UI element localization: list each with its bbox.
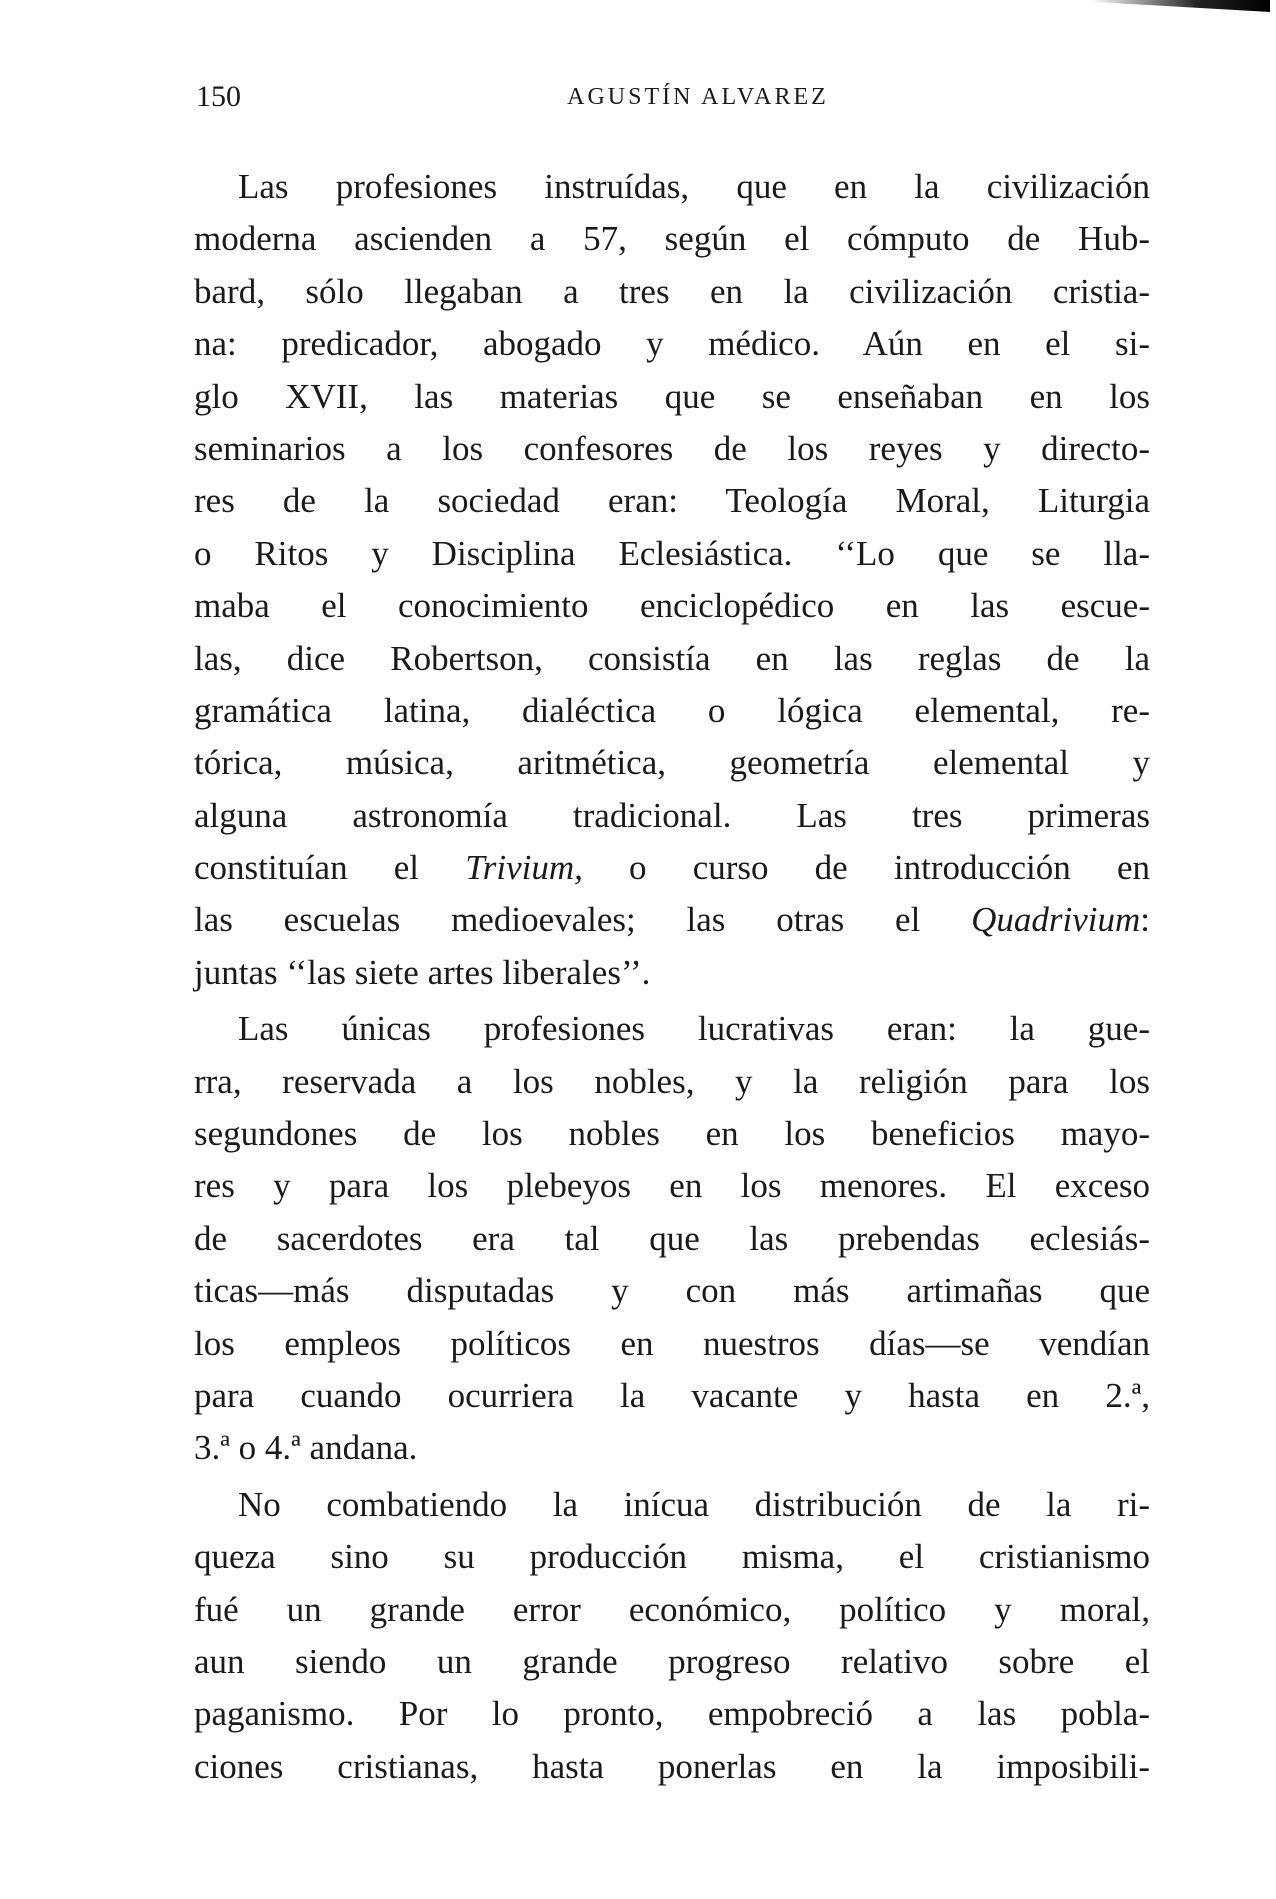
text-line: segundones de los nobles en los beneficios mayo- [194,1114,1150,1154]
text-line: los empleos políticos en nuestros días—se vendían [194,1323,1150,1363]
italic-term-quadrivium: Quadrivium [971,900,1141,940]
text-run: las escuelas medioevales; las otras el [194,900,972,940]
text-line: Las profesiones instruídas, que en la civilización [238,167,1150,206]
body-text [194,161,1150,1797]
text-line: na: predicador, abogado y médico. Aún en el si- [194,324,1150,364]
text-line: res de la sociedad eran: Teología Moral, Liturgia [194,481,1150,521]
text-run: o curso de introducción en [582,848,1150,888]
scan-edge-mark [1090,0,1270,12]
text-line: bard, sólo llegaban a tres en la civilización cristia- [194,271,1150,311]
text-line: ticas—más disputadas y con más artimañas que [194,1271,1150,1311]
text-line: No combatiendo la inícua distribución de la ri- [238,1484,1150,1524]
text-line: queza sino su producción misma, el cristianismo [194,1537,1150,1577]
text-line: gramática latina, dialéctica o lógica elemental, re- [194,690,1150,730]
text-line: Las únicas profesiones lucrativas eran: la gue- [238,1009,1150,1049]
text-line: ciones cristianas, hasta ponerlas en la imposibili- [194,1746,1150,1786]
paragraph-2 [194,1003,1150,1475]
text-line: tórica, música, aritmética, geometría elemental y [194,743,1150,783]
text-line: res y para los plebeyos en los menores. El exceso [194,1166,1150,1206]
text-line: glo XVII, las materias que se enseñaban en los [194,376,1150,416]
text-line: paganismo. Por lo pronto, empobreció a las pobla- [194,1694,1150,1734]
text-line [194,842,1150,894]
paragraph-3 [194,1479,1150,1793]
paragraph-1 [194,161,1150,999]
text-line: aun siendo un grande progreso relativo sobre el [194,1641,1150,1681]
text-line: para cuando ocurriera la vacante y hasta en 2.ª, [194,1375,1150,1415]
text-line [194,894,1150,946]
page-number: 150 [196,80,241,113]
text-line: seminarios a los confesores de los reyes y directo- [194,428,1150,468]
text-run: : [1140,900,1150,940]
text-line: las, dice Robertson, consistía en las reglas de la [194,638,1150,678]
running-title: AGUSTÍN ALVAREZ [567,84,829,110]
text-line: fué un grande error económico, político y moral, [194,1589,1150,1629]
text-line: rra, reservada a los nobles, y la religión para los [194,1061,1150,1101]
text-line: juntas ‘‘las siete artes liberales’’. [194,952,651,992]
text-line: alguna astronomía tradicional. Las tres primeras [194,795,1150,835]
text-line: de sacerdotes era tal que las prebendas eclesiás- [194,1218,1150,1258]
text-line: moderna ascienden a 57, según el cómputo de Hub- [194,219,1150,259]
text-line: 3.ª o 4.ª andana. [194,1428,418,1468]
italic-term-trivium: Trivium, [465,848,583,888]
text-line: o Ritos y Disciplina Eclesiástica. ‘‘Lo que se lla- [194,533,1150,573]
text-line: maba el conocimiento enciclopédico en las escue- [194,586,1150,626]
text-run: constituían el [194,848,466,888]
